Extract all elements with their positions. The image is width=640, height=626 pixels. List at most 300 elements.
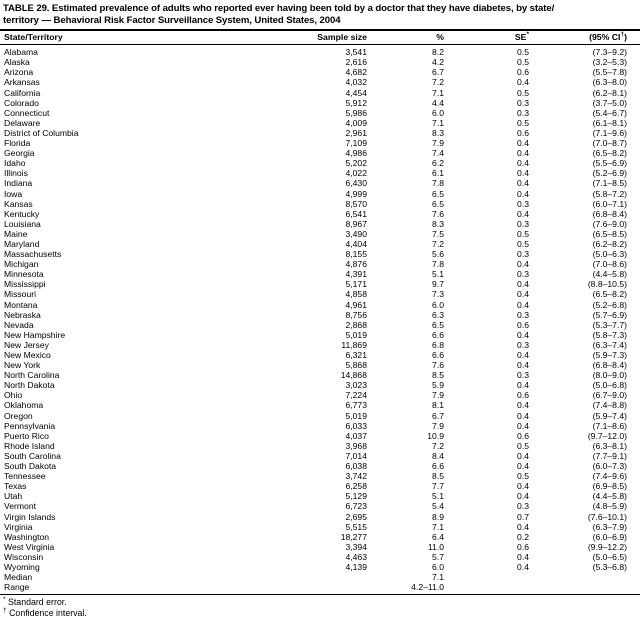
- cell-percent: 6.1: [432, 168, 444, 179]
- cell-sample-size: 6,033: [345, 420, 367, 431]
- cell-confidence-interval: (6.5–8.2): [592, 289, 627, 300]
- cell-sample-size: 2,961: [345, 127, 367, 138]
- cell-sample-size: 4,032: [345, 77, 367, 88]
- cell-standard-error: 0.3: [517, 198, 529, 209]
- cell-confidence-interval: (5.7–6.9): [592, 309, 627, 320]
- col-header-confidence-interval: [529, 30, 640, 45]
- cell-confidence-interval: (5.5–7.8): [592, 67, 627, 78]
- cell-confidence-interval: (6.0–6.9): [592, 531, 627, 542]
- cell-sample-size: 18,277: [340, 531, 367, 542]
- table-row: [0, 400, 640, 410]
- cell-sample-size: 5,912: [345, 97, 367, 108]
- table-row: [0, 481, 640, 491]
- table-row: [0, 390, 640, 400]
- cell-standard-error: 0.5: [517, 87, 529, 98]
- cell-sample-size: 8,756: [345, 309, 367, 320]
- table-body: [0, 45, 640, 595]
- cell-state-territory: Ohio: [4, 390, 23, 401]
- cell-percent: 6.6: [432, 461, 444, 472]
- table-row: [0, 249, 640, 259]
- cell-state-territory: Iowa: [4, 188, 23, 199]
- cell-sample-size: 14,868: [340, 370, 367, 381]
- cell-confidence-interval: (7.4–9.6): [592, 471, 627, 482]
- cell-state-territory: Maine: [4, 228, 28, 239]
- cell-confidence-interval: (5.0–6.5): [592, 551, 627, 562]
- cell-sample-size: 4,139: [345, 561, 367, 572]
- cell-state-territory: West Virginia: [4, 541, 55, 552]
- cell-confidence-interval: (4.4–5.8): [592, 269, 627, 280]
- table-row: [0, 451, 640, 461]
- cell-state-territory: Tennessee: [4, 471, 46, 482]
- cell-state-territory: Illinois: [4, 168, 28, 179]
- cell-sample-size: 4,037: [345, 430, 367, 441]
- cell-standard-error: 0.6: [517, 127, 529, 138]
- table-row: [0, 108, 640, 118]
- table-row: [0, 128, 640, 138]
- cell-confidence-interval: (7.0–8.7): [592, 138, 627, 149]
- cell-percent: 4.2–11.0: [411, 582, 444, 593]
- cell-standard-error: 0.4: [517, 329, 529, 340]
- cell-percent: 5.6: [432, 249, 444, 260]
- cell-sample-size: 4,454: [345, 87, 367, 98]
- cell-state-territory: Vermont: [4, 501, 37, 512]
- cell-standard-error: 0.4: [517, 259, 529, 270]
- table-row: [0, 501, 640, 511]
- cell-percent: 5.4: [432, 501, 444, 512]
- cell-sample-size: 3,541: [345, 47, 367, 58]
- cell-state-territory: Minnesota: [4, 269, 44, 280]
- cell-state-territory: District of Columbia: [4, 127, 79, 138]
- table-row: [0, 168, 640, 178]
- cell-standard-error: 0.4: [517, 380, 529, 391]
- cell-standard-error: 0.4: [517, 410, 529, 421]
- cell-state-territory: North Dakota: [4, 380, 55, 391]
- cell-sample-size: 6,038: [345, 461, 367, 472]
- cell-sample-size: 6,723: [345, 501, 367, 512]
- cell-confidence-interval: (5.5–6.9): [592, 158, 627, 169]
- footnote-confidence-interval: [3, 608, 636, 619]
- cell-sample-size: 7,109: [345, 138, 367, 149]
- cell-confidence-interval: (6.9–8.5): [592, 481, 627, 492]
- cell-sample-size: 4,463: [345, 551, 367, 562]
- cell-state-territory: Median: [4, 572, 33, 583]
- cell-confidence-interval: (6.8–8.4): [592, 208, 627, 219]
- cell-confidence-interval: (8.8–10.5): [587, 279, 627, 290]
- cell-sample-size: 3,742: [345, 471, 367, 482]
- cell-standard-error: 0.4: [517, 158, 529, 169]
- cell-percent: 7.6: [432, 360, 444, 371]
- cell-state-territory: Virgin Islands: [4, 511, 56, 522]
- cell-sample-size: 4,022: [345, 168, 367, 179]
- cell-percent: 8.9: [432, 511, 444, 522]
- cell-percent: 7.6: [432, 208, 444, 219]
- table-row: [0, 138, 640, 148]
- cell-standard-error: 0.3: [517, 97, 529, 108]
- cell-percent: 7.3: [432, 289, 444, 300]
- cell-state-territory: South Dakota: [4, 461, 57, 472]
- cell-confidence-interval: (7.1–8.6): [592, 420, 627, 431]
- cell-state-territory: North Carolina: [4, 370, 60, 381]
- cell-standard-error: 0.4: [517, 450, 529, 461]
- cell-percent: 6.0: [432, 561, 444, 572]
- cell-standard-error: 0.5: [517, 228, 529, 239]
- cell-confidence-interval: (6.2–8.1): [592, 87, 627, 98]
- cell-standard-error: 0.3: [517, 107, 529, 118]
- cell-percent: 8.2: [432, 47, 444, 58]
- cell-state-territory: Missouri: [4, 289, 36, 300]
- col-header-standard-error: [444, 30, 529, 45]
- cell-percent: 4.4: [432, 97, 444, 108]
- table-row: [0, 259, 640, 269]
- cell-confidence-interval: (4.4–5.8): [592, 491, 627, 502]
- cell-confidence-interval: (7.1–9.6): [592, 127, 627, 138]
- table-row: [0, 57, 640, 67]
- cell-standard-error: 0.4: [517, 350, 529, 360]
- cell-state-territory: Pennsylvania: [4, 420, 56, 431]
- se-asterisk-marker: *: [526, 31, 529, 39]
- cell-confidence-interval: (3.2–5.3): [592, 57, 627, 68]
- cell-confidence-interval: (7.6–10.1): [587, 511, 627, 522]
- cell-sample-size: 5,019: [345, 410, 367, 421]
- cell-confidence-interval: (5.8–7.2): [592, 188, 627, 199]
- cell-confidence-interval: (6.0–7.3): [592, 461, 627, 472]
- cell-sample-size: 5,202: [345, 158, 367, 169]
- cell-percent: 6.4: [432, 531, 444, 542]
- cell-percent: 8.3: [432, 127, 444, 138]
- prevalence-table: [0, 29, 640, 595]
- cell-state-territory: Kansas: [4, 198, 33, 209]
- cell-percent: 5.9: [432, 380, 444, 391]
- cell-sample-size: 8,570: [345, 198, 367, 209]
- cell-percent: 6.7: [432, 67, 444, 78]
- cell-state-territory: Georgia: [4, 148, 35, 159]
- cell-confidence-interval: (7.4–8.8): [592, 400, 627, 411]
- cell-sample-size: 4,404: [345, 238, 367, 249]
- cell-percent: 8.5: [432, 471, 444, 482]
- cell-standard-error: 0.3: [517, 501, 529, 512]
- cell-confidence-interval: (9.7–12.0): [587, 430, 627, 441]
- table-row: [0, 98, 640, 108]
- cell-percent: 11.0: [427, 541, 444, 552]
- table-row: [0, 431, 640, 441]
- cell-percent: 6.0: [432, 107, 444, 118]
- cell-state-territory: Texas: [4, 481, 27, 492]
- cell-standard-error: 0.4: [517, 360, 529, 371]
- cell-state-territory: Colorado: [4, 97, 39, 108]
- cell-sample-size: 4,391: [345, 269, 367, 280]
- cell-percent: 6.7: [432, 410, 444, 421]
- cell-percent: 7.1: [432, 87, 444, 98]
- cell-sample-size: 11,869: [341, 339, 367, 350]
- table-row: [0, 219, 640, 229]
- cell-standard-error: 0.4: [517, 551, 529, 562]
- cell-standard-error: 0.4: [517, 561, 529, 572]
- cell-sample-size: 4,009: [345, 117, 367, 128]
- table-row: [0, 532, 640, 542]
- cell-percent: 8.5: [432, 370, 444, 381]
- cell-percent: 7.1: [432, 572, 444, 583]
- cell-standard-error: 0.5: [517, 117, 529, 128]
- table-row: [0, 148, 640, 158]
- cell-percent: 6.2: [432, 158, 444, 169]
- cell-sample-size: [300, 582, 367, 595]
- cell-percent: 7.8: [432, 259, 444, 270]
- cell-standard-error: 0.4: [517, 420, 529, 431]
- footnote-standard-error-text: Standard error.: [7, 597, 67, 608]
- cell-percent: 4.2: [432, 57, 444, 68]
- cell-standard-error: 0.4: [517, 521, 529, 532]
- cell-confidence-interval: [529, 582, 640, 595]
- table-row: [0, 380, 640, 390]
- cell-standard-error: 0.4: [517, 188, 529, 199]
- table-row: [0, 562, 640, 572]
- cell-standard-error: 0.7: [517, 511, 529, 522]
- cell-percent: 7.2: [432, 440, 444, 451]
- cell-sample-size: 8,967: [345, 218, 367, 229]
- table-row: [0, 370, 640, 380]
- cell-standard-error: 0.2: [517, 531, 529, 542]
- cell-confidence-interval: (9.9–12.2): [587, 541, 627, 552]
- cell-sample-size: 2,695: [345, 511, 367, 522]
- table-row: [0, 522, 640, 532]
- table-row: [0, 189, 640, 199]
- cell-percent: 6.5: [432, 319, 444, 330]
- cell-standard-error: 0.6: [517, 541, 529, 552]
- table-row: [0, 330, 640, 340]
- table-row: [0, 88, 640, 98]
- cell-confidence-interval: (6.3–7.4): [592, 339, 627, 350]
- cell-state-territory: Idaho: [4, 158, 26, 169]
- cell-sample-size: 6,430: [345, 178, 367, 189]
- cell-sample-size: 5,019: [345, 329, 367, 340]
- cell-sample-size: 4,858: [345, 289, 367, 300]
- cell-standard-error: 0.3: [517, 249, 529, 260]
- cell-state-territory: Washington: [4, 531, 50, 542]
- cell-standard-error: [444, 582, 529, 595]
- cell-state-territory: Rhode Island: [4, 440, 55, 451]
- cell-state-territory: New Mexico: [4, 350, 51, 360]
- cell-confidence-interval: (6.2–8.2): [592, 238, 627, 249]
- se-label: SE: [514, 32, 527, 43]
- cell-percent: 5.7: [432, 551, 444, 562]
- summary-row: [0, 572, 640, 582]
- footnote-confidence-interval-text: Confidence interval.: [9, 607, 87, 618]
- cell-sample-size: 4,986: [345, 148, 367, 159]
- cell-percent: 7.9: [432, 420, 444, 431]
- cell-standard-error: 0.4: [517, 491, 529, 502]
- cell-confidence-interval: (6.5–8.5): [592, 228, 627, 239]
- cell-percent: 6.3: [432, 309, 444, 320]
- table-row: [0, 269, 640, 279]
- cell-sample-size: 8,155: [345, 249, 367, 260]
- cell-sample-size: 3,394: [345, 541, 367, 552]
- footnote-standard-error: [3, 597, 636, 608]
- cell-confidence-interval: (6.3–8.0): [592, 77, 627, 88]
- cell-confidence-interval: (5.2–6.8): [592, 299, 627, 310]
- cell-percent: 7.1: [432, 521, 444, 532]
- cell-state-territory: Kentucky: [4, 208, 40, 219]
- cell-standard-error: 0.5: [517, 47, 529, 58]
- cell-standard-error: 0.4: [517, 299, 529, 310]
- cell-state-territory: Connecticut: [4, 107, 50, 118]
- cell-confidence-interval: (7.7–9.1): [592, 450, 627, 461]
- cell-percent: 5.1: [432, 269, 444, 280]
- cell-sample-size: 6,258: [345, 481, 367, 492]
- cell-sample-size: 4,682: [345, 67, 367, 78]
- cell-confidence-interval: (5.3–7.7): [592, 319, 627, 330]
- cell-standard-error: 0.6: [517, 430, 529, 441]
- cell-state-territory: Range: [4, 582, 30, 593]
- cell-sample-size: 4,876: [345, 259, 367, 270]
- table-row: [0, 411, 640, 421]
- cell-confidence-interval: (8.0–9.0): [592, 370, 627, 381]
- table-row: [0, 421, 640, 431]
- cell-confidence-interval: (5.4–6.7): [592, 107, 627, 118]
- cell-percent: 5.1: [432, 491, 444, 502]
- col-header-sample-size: Sample size: [300, 30, 367, 45]
- cell-standard-error: 0.5: [517, 238, 529, 249]
- cell-confidence-interval: (5.0–6.8): [592, 380, 627, 391]
- cell-confidence-interval: (6.0–7.1): [592, 198, 627, 209]
- cell-sample-size: 6,773: [345, 400, 367, 411]
- cell-state-territory: Florida: [4, 138, 31, 149]
- table-title: [0, 0, 640, 29]
- cell-standard-error: 0.6: [517, 67, 529, 78]
- cell-standard-error: 0.6: [517, 319, 529, 330]
- table-row: [0, 158, 640, 168]
- cell-standard-error: 0.3: [517, 269, 529, 280]
- cell-confidence-interval: (5.8–7.3): [592, 329, 627, 340]
- cell-confidence-interval: (7.3–9.2): [592, 47, 627, 58]
- cell-sample-size: 5,171: [345, 279, 367, 290]
- cell-standard-error: 0.4: [517, 148, 529, 159]
- cell-percent: 6.6: [432, 329, 444, 340]
- cell-sample-size: 3,968: [345, 440, 367, 451]
- cell-state-territory: Delaware: [4, 117, 41, 128]
- cell-state-territory: Nebraska: [4, 309, 41, 320]
- cell-confidence-interval: (5.9–7.4): [592, 410, 627, 421]
- table-row: [0, 45, 640, 58]
- cell-standard-error: 0.5: [517, 57, 529, 68]
- cell-state-territory: Virginia: [4, 521, 33, 532]
- cell-state-territory: Oregon: [4, 410, 33, 421]
- ci-label: (95% CI: [589, 32, 621, 43]
- cell-confidence-interval: (6.8–8.4): [592, 360, 627, 371]
- cell-standard-error: 0.4: [517, 77, 529, 88]
- cell-state-territory: Wisconsin: [4, 551, 44, 562]
- table-row: [0, 350, 640, 360]
- table-row: [0, 300, 640, 310]
- table-row: [0, 209, 640, 219]
- table-row: [0, 199, 640, 209]
- cell-state-territory: Michigan: [4, 259, 39, 270]
- table-row: [0, 491, 640, 501]
- table-row: [0, 279, 640, 289]
- table-row: [0, 310, 640, 320]
- cell-confidence-interval: (7.0–8.6): [592, 259, 627, 270]
- cell-state-territory: Mississippi: [4, 279, 46, 290]
- table-row: [0, 67, 640, 77]
- cell-standard-error: 0.3: [517, 309, 529, 320]
- cell-percent: 7.4: [432, 148, 444, 159]
- cell-standard-error: 0.4: [517, 279, 529, 290]
- table-row: [0, 239, 640, 249]
- table-row: [0, 542, 640, 552]
- cell-sample-size: 2,616: [345, 57, 367, 68]
- cell-state-territory: New York: [4, 360, 41, 371]
- cell-percent: 7.2: [432, 77, 444, 88]
- table-row: [0, 512, 640, 522]
- cell-state-territory: California: [4, 87, 41, 98]
- table-title-line1: TABLE 29. Estimated prevalence of adults who reported ever having been told by a doctor that they have diabetes, by state/: [3, 3, 555, 14]
- cell-standard-error: 0.3: [517, 370, 529, 381]
- cell-standard-error: [444, 572, 529, 582]
- cell-standard-error: 0.3: [517, 339, 529, 350]
- cell-sample-size: 5,129: [345, 491, 367, 502]
- cell-standard-error: 0.5: [517, 471, 529, 482]
- table-row: [0, 320, 640, 330]
- cell-confidence-interval: (6.5–8.2): [592, 148, 627, 159]
- cell-sample-size: 4,999: [345, 188, 367, 199]
- cell-percent: 9.7: [432, 279, 444, 290]
- table-row: [0, 360, 640, 370]
- footnotes: [0, 595, 640, 618]
- cell-percent: 8.4: [432, 450, 444, 461]
- cell-sample-size: 3,490: [345, 228, 367, 239]
- cell-state-territory: Indiana: [4, 178, 33, 189]
- cell-standard-error: 0.4: [517, 481, 529, 492]
- cell-sample-size: 7,224: [345, 390, 367, 401]
- cell-standard-error: 0.4: [517, 461, 529, 472]
- table-row: [0, 229, 640, 239]
- cell-standard-error: 0.4: [517, 178, 529, 189]
- cell-percent: 7.9: [432, 390, 444, 401]
- cell-sample-size: 5,515: [345, 521, 367, 532]
- cell-percent: 10.9: [427, 430, 444, 441]
- cell-confidence-interval: (3.7–5.0): [592, 97, 627, 108]
- footnote-dagger-marker: †: [3, 606, 7, 614]
- footnote-asterisk-marker: *: [3, 596, 6, 604]
- cell-percent: 6.5: [432, 188, 444, 199]
- cell-state-territory: New Hampshire: [4, 329, 66, 340]
- cell-state-territory: Oklahoma: [4, 400, 44, 411]
- summary-row: [0, 582, 640, 595]
- cell-confidence-interval: (6.3–8.1): [592, 440, 627, 451]
- table-row: [0, 289, 640, 299]
- cell-standard-error: 0.5: [517, 440, 529, 451]
- cell-confidence-interval: (5.3–6.8): [592, 561, 627, 572]
- cell-standard-error: 0.4: [517, 168, 529, 179]
- col-header-percent: %: [367, 30, 444, 45]
- cell-confidence-interval: (5.0–6.3): [592, 249, 627, 260]
- table-title-line2: territory — Behavioral Risk Factor Surveillance System, United States, 2004: [3, 14, 341, 26]
- cell-percent: 7.2: [432, 238, 444, 249]
- table-row: [0, 340, 640, 350]
- cell-state-territory: Arizona: [4, 67, 34, 78]
- cell-state-territory: Puerto Rico: [4, 430, 49, 441]
- cell-confidence-interval: (6.1–8.1): [592, 117, 627, 128]
- cell-state-territory: Louisiana: [4, 218, 41, 229]
- cell-percent: 7.9: [432, 138, 444, 149]
- cell-state-territory: Nevada: [4, 319, 34, 330]
- cell-sample-size: 5,868: [345, 360, 367, 371]
- cell-percent: 6.6: [432, 350, 444, 360]
- cell-sample-size: 3,023: [345, 380, 367, 391]
- cell-percent: 7.5: [432, 228, 444, 239]
- cell-sample-size: 4,961: [345, 299, 367, 310]
- table-row: [0, 178, 640, 188]
- table-row: [0, 77, 640, 87]
